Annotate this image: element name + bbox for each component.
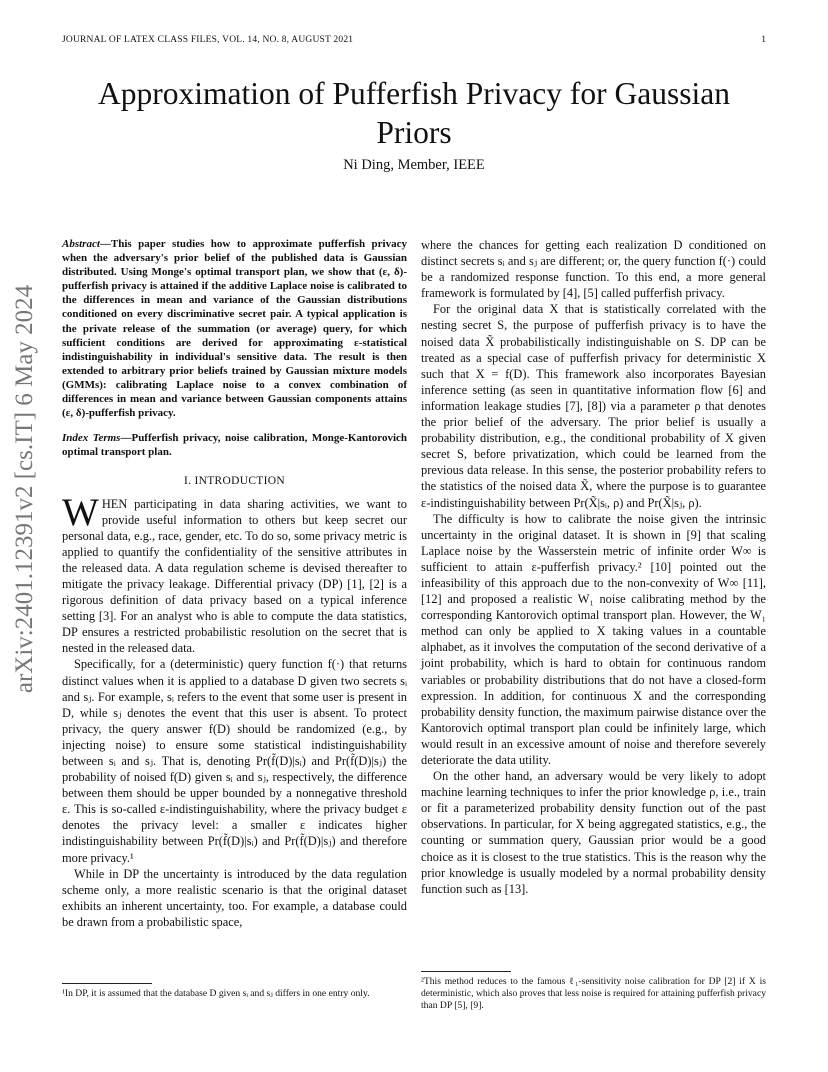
author-line: Ni Ding, Member, IEEE xyxy=(343,157,485,173)
abstract xyxy=(62,237,407,420)
right-column xyxy=(421,237,766,897)
footnote-1: ¹In DP, it is assumed that the database D given sᵢ and sⱼ differs in one entry only. xyxy=(62,988,370,999)
running-header: JOURNAL OF LATEX CLASS FILES, VOL. 14, NO. 8, AUGUST 2021 xyxy=(62,35,354,45)
footnote-rule-left xyxy=(62,983,152,984)
abstract-text: —This paper studies how to approximate pufferfish privacy when the adversary's prior belief of the published data is Gaussian distributed. Using Monge's optimal transport plan, we show that (ε, δ)-pufferfish privacy is attained if the additive Laplace noise is calibrated to the differences in mean and variance of the Gaussian distributions conditioned on every discriminative secret pair. A typical application is the private release of the summation (or average) query, for which sufficient conditions are derived for approximating ε-statistical indistinguishability in individual's sensitive data. The result is then extended to arbitrary prior beliefs trained by Gaussian mixture models (GMMs): calibrating Laplace noise to a convex combination of differences in mean and variance between Gaussian components attains (ε, δ)-pufferfish privacy. xyxy=(62,238,407,420)
intro-paragraph-3: While in DP the uncertainty is introduced by the data regulation scheme only, a more realistic scenario is that the original dataset exhibits an inherent uncertainty, too. For example, a database could be drawn from a probabilistic space, xyxy=(62,866,407,929)
arxiv-stamp xyxy=(8,284,42,693)
index-terms-lead: Index Terms xyxy=(62,432,121,445)
section-heading: I. INTRODUCTION xyxy=(184,475,285,488)
paper-title: Approximation of Pufferfish Privacy for Gaussian Priors xyxy=(98,76,730,150)
index-terms-text: —Pufferfish privacy, noise calibration, Monge-Kantorovich optimal transport plan. xyxy=(62,432,407,459)
right-paragraph-1: where the chances for getting each realization D conditioned on distinct secrets sᵢ and sⱼ are different; or, the query function f(·) could be a randomized response function. To this end, a more general framework is formulated by [4], [5] called pufferfish privacy. xyxy=(421,238,766,301)
abstract-lead: Abstract xyxy=(62,238,100,250)
page-number: 1 xyxy=(761,35,766,45)
footnote-rule-right xyxy=(421,971,511,972)
intro-paragraph-1 xyxy=(62,490,407,657)
dropcap: W xyxy=(62,490,99,534)
left-column xyxy=(62,237,407,930)
arxiv-stamp-text: arXiv:2401.12391v2 [cs.IT] 6 May 2024 xyxy=(11,284,38,693)
footnote-2: ²This method reduces to the famous ℓ₁-sensitivity noise calibration for DP [2] if X is deterministic, which also proves that less noise is required for attaining pufferfish privacy than DP [5], [9]. xyxy=(421,976,766,1011)
index-terms xyxy=(62,431,407,459)
right-paragraph-3: The difficulty is how to calibrate the noise given the intrinsic uncertainty in the original dataset. It is shown in [9] that scaling Laplace noise by the Wasserstein metric of infinite order W∞ is sufficient to attain ε-pufferfish privacy.² [10] pointed out the infeasibility of this approach due to the non-convexity of W∞ [11], [12] and proposed a realistic W₁ noise calibrating method by the corresponding Kantorovich optimal transport plan. However, the W₁ method can only be applied to X taking values in a countable alphabet, as it involves the computation of the second derivative of a joint probability, which is hard to obtain for continuous random variables or probability distributions that do not have a closed-form expression. In addition, for continuous X and the corresponding probability density function, the maximum pairwise distance over the Kantorovich optimal transport plan could be infinitely large, which would result in an excessive amount of noise and therefore severely deteriorate the data utility. xyxy=(421,511,766,767)
intro-paragraph-1-text: HEN participating in data sharing activities, we want to provide useful information to others but keep secret our personal data, e.g., race, gender, etc. To do so, some privacy metric is applied to quantify the confidentiality of the sensitive attributes in the released data. A data regulation scheme is devised thereafter to mitigate the privacy leakage. Differential privacy (DP) [1], [2] is a rigorous definition of data privacy based on a typical inference setting [3]. For an analyst who is able to compute the data statistics, DP ensures a restricted probabilistic resolution on the secret that is nested in the released data. xyxy=(62,496,407,656)
right-paragraph-2: For the original data X that is statistically correlated with the nesting secret S, the purpose of pufferfish privacy is to have the noised data X̃ probabilistically indistinguishable on S. DP can be treated as a special case of pufferfish privacy for deterministic X such that X = f(D). This framework also incorporates Bayesian inference setting (as seen in quantitative information flow [6] and information leakage studies [7], [8]) via a parameter ρ that denotes the prior belief of the adversary. The prior belief is usually a probability distribution, e.g., the conditional probability of X given secret S, before privatization, which could be learned from the previous data release. In this sense, the posterior probability refers to the statistics of the noised data X̃, where the purpose is to guarantee ε-indistinguishability between Pr(X̃|sᵢ, ρ) and Pr(X̃|sⱼ, ρ). xyxy=(421,302,766,510)
intro-paragraph-2: Specifically, for a (deterministic) query function f(·) that returns distinct values when it is applied to a database D given two secrets sᵢ and sⱼ. For example, sᵢ refers to the event that some user is present in D, while sⱼ denotes the event that this user is absent. To protect privacy, the query answer f(D) should be randomized (e.g., by injecting noise) to ensure some statistical indistinguishability between sᵢ and sⱼ. That is, denoting Pr(f̃(D)|sᵢ) and Pr(f̃(D)|sⱼ) the probability of noised f(D) given sᵢ and sⱼ, respectively, the difference between them should be upper bounded by a nonnegative threshold ε. This is so-called ε-indistinguishability, where the privacy budget ε denotes the privacy level: a smaller ε indicates higher indistinguishability between Pr(f̃(D)|sᵢ) and Pr(f̃(D)|sⱼ) and therefore more privacy.¹ xyxy=(62,657,407,865)
right-paragraph-4: On the other hand, an adversary would be very likely to adopt machine learning techniques to infer the prior knowledge ρ, i.e., train or fit a parameterized probability density function out of the past observations. In particular, for X being aggregated statistics, e.g., the counting or summation query, Gaussian prior would be a good choice as it is closest to the true statistics. This is the reason why the prior knowledge is usually modeled by a normal probability density function such as [13]. xyxy=(421,769,766,896)
